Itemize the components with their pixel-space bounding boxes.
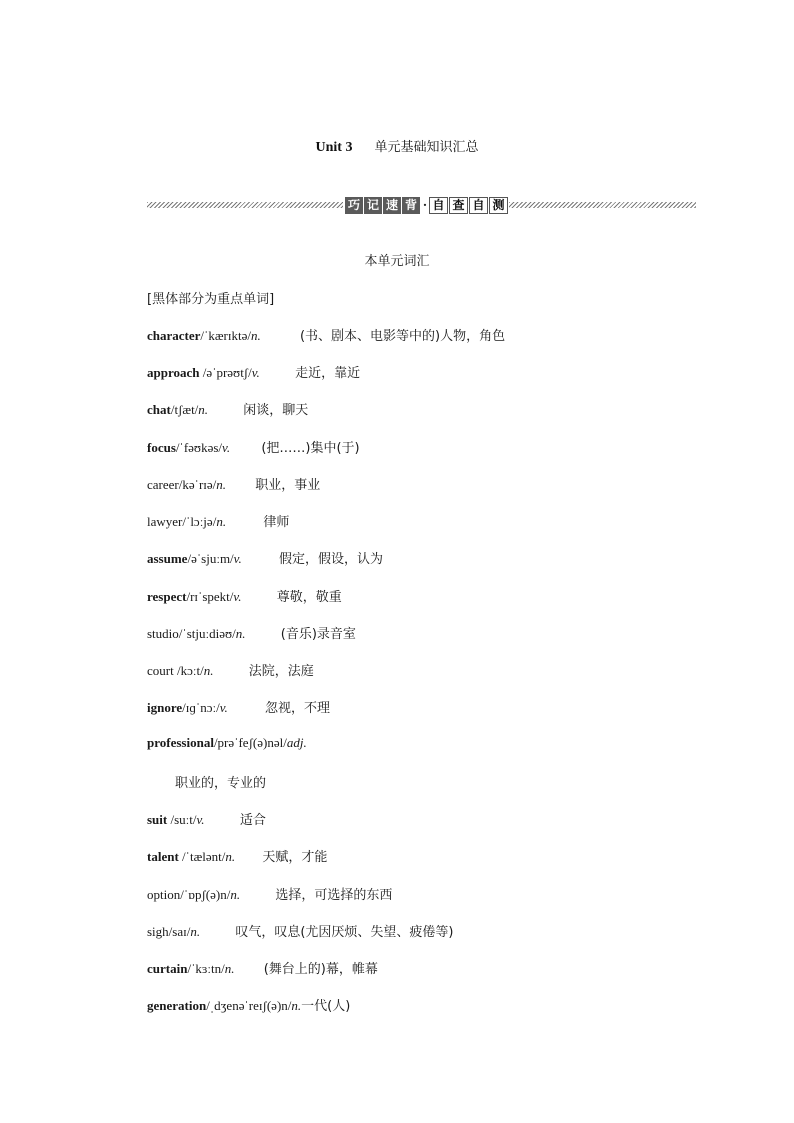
banner-char: 自 bbox=[429, 197, 448, 214]
vocab-word: professional bbox=[147, 735, 214, 750]
vocab-pos: adj. bbox=[286, 735, 307, 750]
vocab-phonetic: /tʃæt/ bbox=[170, 402, 199, 417]
vocab-meaning: 忽视，不理 bbox=[265, 701, 331, 716]
vocab-meaning: (音乐)录音室 bbox=[280, 627, 356, 642]
vocab-meaning: 法院，法庭 bbox=[248, 664, 314, 679]
banner-separator: · bbox=[422, 198, 428, 212]
vocab-entry bbox=[147, 958, 378, 977]
vocab-pos: n. bbox=[235, 626, 246, 641]
vocab-phonetic: /ˈkærɪktə/ bbox=[200, 328, 251, 343]
vocab-phonetic: /prəˈfeʃ(ə)nəl/ bbox=[213, 735, 287, 750]
vocab-entry bbox=[147, 474, 320, 493]
vocab-phonetic: /ˈtælənt/ bbox=[178, 849, 226, 864]
vocab-meaning: 尊敬，敬重 bbox=[276, 590, 342, 605]
vocab-pos: n. bbox=[216, 477, 227, 492]
vocab-entry bbox=[147, 399, 308, 418]
banner-char: 测 bbox=[489, 197, 508, 214]
vocab-word: option bbox=[147, 887, 181, 902]
vocab-pos: n. bbox=[190, 924, 201, 939]
banner-hatch-left bbox=[147, 202, 343, 208]
vocab-phonetic: /kəˈrɪə/ bbox=[178, 477, 217, 492]
vocab-word: chat bbox=[147, 402, 171, 417]
banner-char: 记 bbox=[364, 197, 382, 214]
vocab-meaning: (把……)集中(于) bbox=[261, 441, 360, 456]
vocab-meaning: 叹气，叹息(尤因厌烦、失望、疲倦等) bbox=[235, 925, 454, 940]
vocab-entry bbox=[147, 437, 360, 456]
vocab-entry bbox=[147, 325, 505, 344]
page-title bbox=[0, 136, 794, 156]
vocab-pos: n. bbox=[250, 328, 261, 343]
vocab-word: approach bbox=[147, 365, 200, 380]
vocab-phonetic: /rɪˈspekt/ bbox=[186, 589, 234, 604]
vocab-pos: n. bbox=[291, 998, 302, 1013]
vocab-phonetic: /əˈsjuːm/ bbox=[187, 551, 234, 566]
vocab-phonetic: /ɪɡˈnɔː/ bbox=[182, 700, 220, 715]
vocab-pos: v. bbox=[196, 812, 205, 827]
vocab-word: studio bbox=[147, 626, 179, 641]
vocab-word: ignore bbox=[147, 700, 183, 715]
vocab-word: respect bbox=[147, 589, 187, 604]
vocab-phonetic: /saɪ/ bbox=[168, 924, 191, 939]
vocab-entry bbox=[147, 511, 289, 530]
vocab-pos: v. bbox=[251, 365, 260, 380]
vocab-entry bbox=[147, 660, 314, 679]
vocab-phonetic: /ˈɒpʃ(ə)n/ bbox=[180, 887, 231, 902]
vocab-word: curtain bbox=[147, 961, 188, 976]
vocab-entry bbox=[147, 995, 350, 1014]
vocab-word: generation bbox=[147, 998, 207, 1013]
vocab-pos: n. bbox=[216, 514, 227, 529]
vocab-pos: n. bbox=[224, 961, 235, 976]
vocab-pos: v. bbox=[219, 700, 228, 715]
banner-char: 巧 bbox=[345, 197, 363, 214]
vocab-phonetic: /suːt/ bbox=[167, 812, 197, 827]
vocab-phonetic: /ˈkɜːtn/ bbox=[187, 961, 225, 976]
vocab-pos: n. bbox=[225, 849, 236, 864]
vocab-entry bbox=[147, 362, 360, 381]
unit-label: Unit 3 bbox=[315, 140, 353, 155]
vocab-entry bbox=[147, 921, 454, 940]
vocab-word: character bbox=[147, 328, 201, 343]
vocab-meaning: 适合 bbox=[239, 813, 266, 828]
vocab-meaning: (书、剧本、电影等中的)人物，角色 bbox=[299, 329, 506, 344]
banner-char: 自 bbox=[469, 197, 488, 214]
vocab-phonetic: /kɔːt/ bbox=[173, 663, 204, 678]
vocab-meaning: 假定，假设，认为 bbox=[278, 552, 383, 567]
vocab-meaning: 一代(人) bbox=[301, 999, 351, 1014]
vocab-entry bbox=[147, 884, 392, 903]
vocab-phonetic: /ˈlɔːjə/ bbox=[182, 514, 217, 529]
banner-badges bbox=[345, 194, 509, 216]
vocab-word: talent bbox=[147, 849, 179, 864]
vocab-meaning: 闲谈，聊天 bbox=[243, 403, 309, 418]
vocab-meaning: (舞台上的)幕，帷幕 bbox=[263, 962, 378, 977]
banner-hatch-right bbox=[509, 202, 696, 208]
vocab-meaning: 律师 bbox=[263, 515, 290, 530]
vocab-pos: v. bbox=[233, 551, 242, 566]
bold-note: [黑体部分为重点单词] bbox=[147, 292, 275, 307]
vocab-word: career bbox=[147, 477, 179, 492]
vocab-word: lawyer bbox=[147, 514, 183, 529]
vocab-word: court bbox=[147, 663, 174, 678]
vocab-pos: n. bbox=[203, 663, 214, 678]
vocab-meaning: 天赋，才能 bbox=[262, 850, 328, 865]
section-title: 本单元词汇 bbox=[364, 254, 430, 269]
vocab-phonetic: /ˈfəʊkəs/ bbox=[175, 440, 223, 455]
vocab-meaning: 走近，靠近 bbox=[295, 366, 361, 381]
vocab-entry bbox=[147, 809, 266, 828]
banner-char: 背 bbox=[402, 197, 420, 214]
vocab-meaning-continued: 职业的，专业的 bbox=[175, 776, 267, 791]
vocab-word: suit bbox=[147, 812, 168, 827]
vocab-phonetic: /ˌdʒenəˈreɪʃ(ə)n/ bbox=[206, 998, 292, 1013]
vocab-entry bbox=[147, 735, 307, 751]
section-banner bbox=[147, 194, 696, 216]
vocab-entry bbox=[147, 846, 327, 865]
vocab-pos: n. bbox=[230, 887, 241, 902]
vocab-meaning: 职业，事业 bbox=[255, 478, 321, 493]
vocab-pos: v. bbox=[222, 440, 231, 455]
vocab-pos: v. bbox=[233, 589, 242, 604]
vocab-entry bbox=[147, 623, 356, 642]
vocab-phonetic: /əˈprəʊtʃ/ bbox=[199, 365, 252, 380]
vocab-word: sigh bbox=[147, 924, 169, 939]
vocab-pos: n. bbox=[198, 402, 209, 417]
vocab-entry bbox=[147, 548, 383, 567]
title-text: 单元基础知识汇总 bbox=[374, 140, 479, 155]
vocab-word: focus bbox=[147, 440, 176, 455]
banner-char: 速 bbox=[383, 197, 401, 214]
vocab-meaning: 选择，可选择的东西 bbox=[275, 888, 393, 903]
vocab-phonetic: /ˈstjuːdiəʊ/ bbox=[178, 626, 236, 641]
vocab-entry bbox=[147, 586, 342, 605]
banner-char: 查 bbox=[449, 197, 468, 214]
vocab-word: assume bbox=[147, 551, 188, 566]
vocab-entry bbox=[147, 697, 330, 716]
